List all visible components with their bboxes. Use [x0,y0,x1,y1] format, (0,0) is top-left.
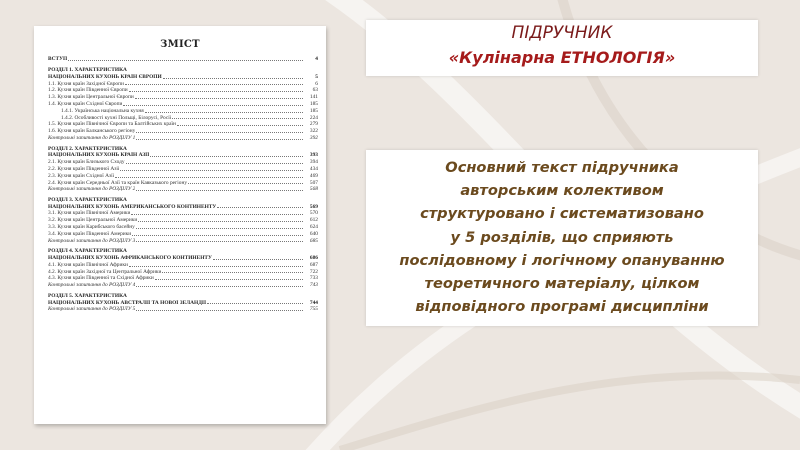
toc-entry-title: 1.5. Кухня країн Північної Європи та Балтійських країн [48,121,176,128]
toc-leader-dots [188,183,303,184]
toc-entry-title: 4.2. Кухня країн Західної та Центральної Африки [48,268,162,275]
toc-page-number: 63 [312,87,318,94]
toc-leader-dots [132,235,303,236]
toc-page-number: 744 [309,299,318,306]
toc-page-number: 640 [309,230,318,237]
toc-row [48,261,318,268]
toc-leader-dots [136,190,303,191]
toc-page-number: 685 [309,237,318,244]
toc-page-number: 469 [309,172,318,179]
toc-row [48,80,318,87]
toc-leader-dots [135,98,303,99]
toc-leader-dots [207,303,303,304]
toc-entry-title: 3.4. Кухня країн Південної Америки [48,230,132,237]
toc-leader-dots [136,241,303,242]
toc-entry-title: Контрольні запитання до РОЗДІЛУ 1 [48,134,136,141]
title-line-2: «Кулінарна ЕТНОЛОГІЯ» [448,48,676,67]
toc-row [48,210,318,217]
toc-entry-title: 4.3. Кухня країн Південної та Східної Африки [48,275,154,282]
description-line: послідовному і логічному опануванню [399,251,725,269]
toc-page-number: 570 [309,210,318,217]
toc-leader-dots [136,132,303,133]
toc-row [48,56,318,63]
toc-page-number: 755 [309,306,318,313]
toc-page-number: 624 [309,224,318,231]
toc-leader-dots [115,177,303,178]
toc-row [48,299,318,306]
toc-entry-title: 3.3. Кухня країн Карибського басейну [48,224,135,231]
toc-row [48,237,318,244]
toc-entry-title: 1.4.2. Особливості кухні Польщі, Білорусі, Росії [61,114,172,121]
toc-entry-title: 3.2. Кухня країн Центральної Америки [48,217,138,224]
toc-leader-dots [155,279,303,280]
toc-page-number: 185 [309,100,318,107]
toc-row [48,282,318,289]
toc-leader-dots [172,118,303,119]
toc-leader-dots [129,266,303,267]
toc-entry-title: 2.1. Кухня країн Близького Сходу [48,159,125,166]
toc-leader-dots [145,112,303,113]
toc-page-number: 733 [309,275,318,282]
title-box [366,20,758,76]
toc-page-number: 393 [309,152,318,159]
toc-entry-title: НАЦІОНАЛЬНИХ КУХОНЬ АФРИКАНСЬКОГО КОНТИНЕНТУ [48,255,212,262]
description-box [366,150,758,326]
toc-page [34,26,326,424]
toc-page-number: 141 [309,94,318,101]
toc-leader-dots [131,214,303,215]
description-line: Основний текст підручника [445,159,679,176]
toc-row [48,107,318,114]
toc-page-number: 279 [309,121,318,128]
toc-entry-title: 1.4.1. Українська національна кухня [61,107,144,114]
toc-page-number: 392 [309,134,318,141]
toc-page-number: 612 [309,217,318,224]
toc-page-number: 6 [315,80,318,87]
toc-leader-dots [138,221,303,222]
toc-entry-title: 1.1. Кухня країн Західної Європи [48,80,124,87]
toc-page-number: 568 [309,186,318,193]
toc-entry-title: РОЗДІЛ 4. ХАРАКТЕРИСТИКА [48,248,127,255]
toc-entry-title: 1.3. Кухня країн Центральної Європи [48,94,134,101]
toc-entry-title: 1.4. Кухня країн Східної Європи [48,100,123,107]
toc-row [48,128,318,135]
toc-leader-dots [125,84,303,85]
toc-entry-title: Контрольні запитання до РОЗДІЛУ 2 [48,186,136,193]
toc-row [48,275,318,282]
toc-page-number: 507 [309,179,318,186]
toc-leader-dots [129,91,303,92]
toc-leader-dots [120,170,303,171]
toc-row [48,224,318,231]
toc-row [48,186,318,193]
toc-row [48,114,318,121]
toc-row [48,268,318,275]
description-text [374,156,750,318]
toc-page-number: 743 [309,282,318,289]
toc-row [48,152,318,159]
toc-entry-title: 3.1. Кухня країн Північної Америки [48,210,131,217]
toc-entry-title: 2.3. Кухня країн Східної Азії [48,172,115,179]
toc-leader-dots [163,78,303,79]
toc-row [48,135,318,142]
toc-leader-dots [150,156,303,157]
toc-entry-title: НАЦІОНАЛЬНИХ КУХОНЬ КРАЇН ЄВРОПИ [48,73,162,80]
toc-row [48,217,318,224]
toc-entry-title: 1.6. Кухня країн Балканського регіону [48,128,136,135]
description-line: теоретичного матеріалу, цілком [424,275,700,293]
toc-page-number: 394 [309,159,318,166]
toc-row [48,73,318,80]
toc-leader-dots [217,207,303,208]
toc-leader-dots [213,259,303,260]
toc-title: ЗМІСТ [160,39,200,50]
toc-leader-dots [136,139,303,140]
toc-entry-title: ВСТУП [48,56,68,63]
toc-row [48,94,318,101]
toc-entry-title: Контрольні запитання до РОЗДІЛУ 5 [48,306,136,313]
toc-page-number: 686 [309,255,318,262]
toc-entry-title: НАЦІОНАЛЬНИХ КУХОНЬ АВСТРАЛІЇ ТА НОВОЇ ЗЕЛАНДІЇ [48,299,207,306]
toc-row [48,172,318,179]
toc-entry-title: РОЗДІЛ 2. ХАРАКТЕРИСТИКА [48,145,127,152]
toc-entry-title: Контрольні запитання до РОЗДІЛУ 4 [48,282,136,289]
toc-entry-title: 2.4. Кухня країн Середньої Азії та країн Кавказького регіону [48,179,188,186]
toc-page-number: 224 [309,114,318,121]
description-line: у 5 розділів, що сприяють [450,228,674,246]
toc-entry-title: РОЗДІЛ 1. ХАРАКТЕРИСТИКА [48,66,127,73]
toc-entry-title: 2.2. Кухня країн Південної Азії [48,165,120,172]
toc-page-number: 434 [309,165,318,172]
toc-leader-dots [68,60,303,61]
toc-row [48,159,318,166]
toc-page-number: 322 [309,128,318,135]
toc-row [48,121,318,128]
toc-page-number: 185 [309,107,318,114]
title-line-1: ПІДРУЧНИК [511,23,613,43]
toc-page-number: 4 [315,56,318,63]
toc-row [48,306,318,313]
toc-entry-title: НАЦІОНАЛЬНИХ КУХОНЬ АМЕРИКАНСЬКОГО КОНТИНЕНТУ [48,203,217,210]
toc-entry-title: РОЗДІЛ 3. ХАРАКТЕРИСТИКА [48,196,127,203]
toc-leader-dots [177,125,303,126]
toc-leader-dots [126,163,303,164]
toc-leader-dots [136,310,303,311]
toc-row [48,230,318,237]
toc-page-number: 722 [309,268,318,275]
description-line: відповідного програмі дисципліни [415,298,709,316]
toc-page-number: 5 [315,73,318,80]
description-line: структуровано і систематизовано [420,205,704,223]
toc-page-number: 687 [309,261,318,268]
toc-leader-dots [136,286,303,287]
toc-entry-title: 1.2. Кухня країн Південної Європи [48,87,128,94]
toc-entry-title: НАЦІОНАЛЬНИХ КУХОНЬ КРАЇН АЗІЇ [48,152,150,159]
toc-entry-title: РОЗДІЛ 5. ХАРАКТЕРИСТИКА [48,292,127,299]
toc-entry-title: 4.1. Кухня країн Північної Африки [48,261,128,268]
toc-list [48,56,318,313]
description-line: авторським колективом [460,182,664,200]
toc-row [48,203,318,210]
toc-leader-dots [136,228,303,229]
toc-row [48,101,318,108]
toc-row [48,87,318,94]
toc-entry-title: Контрольні запитання до РОЗДІЛУ 3 [48,237,136,244]
toc-leader-dots [123,105,303,106]
toc-row [48,179,318,186]
toc-row [48,255,318,262]
toc-row [48,166,318,173]
toc-page-number: 569 [309,203,318,210]
toc-leader-dots [162,272,303,273]
